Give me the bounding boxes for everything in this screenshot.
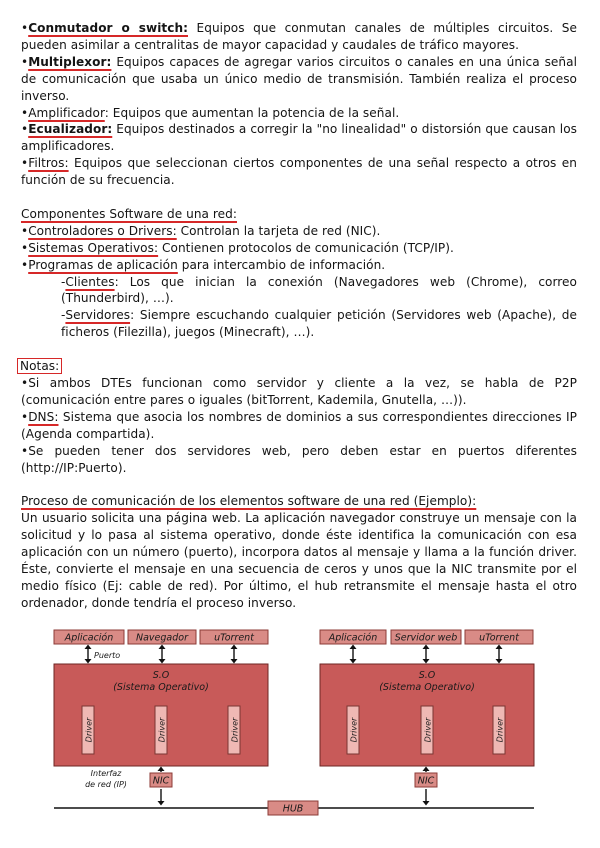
network-diagram [42,624,562,820]
interface-label: Interfaz [90,769,122,778]
os-title: S.O [418,670,436,681]
app-label: uTorrent [479,632,519,644]
document-page [21,20,577,612]
app-label: uTorrent [214,632,254,644]
arrow-head-icon [158,801,165,806]
driver-label: Driver [230,717,240,743]
os-subtitle: (Sistema Operativo) [113,682,209,693]
list-item: •Controladores o Drivers: Controlan la tarjeta de red (NIC). [21,223,381,238]
list-item: •Multiplexor: Equipos capaces de agregar varios circuitos o canales en una única señal de comunicación que usaba un único medio de transmisión. También realiza el proceso inverso. [21,54,577,103]
list-item: •Si ambos DTEs funcionan como servidor y cliente a la vez, se habla de P2P (comunicación entre pares o iguales (bitTorrent, Kademila, Gnutella, …)). [21,376,577,407]
os-title: S.O [152,670,170,681]
list-item: •DNS: Sistema que asocia los nombres de dominios a sus correspondientes direcciones IP (Agenda compartida). [21,409,577,441]
list-item: •Amplificador: Equipos que aumentan la potencia de la señal. [21,105,400,120]
arrow-head-icon [423,801,430,806]
driver-label: Driver [84,717,94,743]
section-heading: Proceso de comunicación de los elementos software de una red (Ejemplo): [21,494,477,509]
app-label: Navegador [136,632,188,644]
driver-label: Driver [349,717,359,743]
arrow-head-icon [158,767,165,772]
list-item: •Sistemas Operativos: Contienen protocolos de comunicación (TCP/IP). [21,240,454,255]
arrow-head-icon [423,767,430,772]
diagram-svg [42,624,562,820]
os-subtitle: (Sistema Operativo) [379,682,475,693]
notes-heading: Notas: [21,358,577,375]
hub-label: HUB [282,803,304,815]
app-label: Aplicación [64,632,114,644]
sub-list-item: -Servidores: Siempre escuchando cualquier petición (Servidores web (Apache), de ficheros (Filezilla), juegos (Minecraft), …). [61,308,577,340]
list-item: •Ecualizador: Equipos destinados a corregir la "no linealidad" o distorsión que causan los amplificadores. [21,122,577,154]
port-label: Puerto [94,651,121,660]
driver-label: Driver [495,717,505,743]
list-item: •Se pueden tener dos servidores web, pero deben estar en puertos diferentes (http://IP:Puerto). [21,443,577,475]
list-item: •Filtros: Equipos que seleccionan ciertos componentes de una señal respecto a otros en función de su frecuencia. [21,156,577,188]
app-label: Servidor web [394,632,458,644]
app-label: Aplicación [328,632,378,644]
list-item: •Conmutador o switch: Equipos que conmutan canales de múltiples circuitos. Se pueden asimilar a centralitas de mayor capacidad y caudales de tráfico mayores. [21,21,577,52]
sub-list-item: -Clientes: Los que inician la conexión (Navegadores web (Chrome), correo (Thunderbird), …). [61,274,577,306]
section-heading: Componentes Software de una red: [21,206,237,221]
driver-label: Driver [423,717,433,743]
list-item: •Programas de aplicación para intercambio de información. [21,257,386,272]
interface-label: de red (IP) [85,780,127,789]
paragraph: Un usuario solicita una página web. La aplicación navegador construye un mensaje con la solicitud y lo pasa al sistema operativo, donde éste identifica la comunicación con esa aplicación con un número (puerto), incorpora datos al mensaje y llama a la función driver. Éste, convierte el mensaje en una secuencia de ceros y unos que la NIC transmite por el medio físico (Ej: cable de red). Por último, el hub retransmite el mensaje hasta el otro ordenador, donde tendría el proceso inverso. [21,511,577,610]
nic-label: NIC [152,775,170,787]
driver-label: Driver [157,717,167,743]
nic-label: NIC [417,775,435,787]
